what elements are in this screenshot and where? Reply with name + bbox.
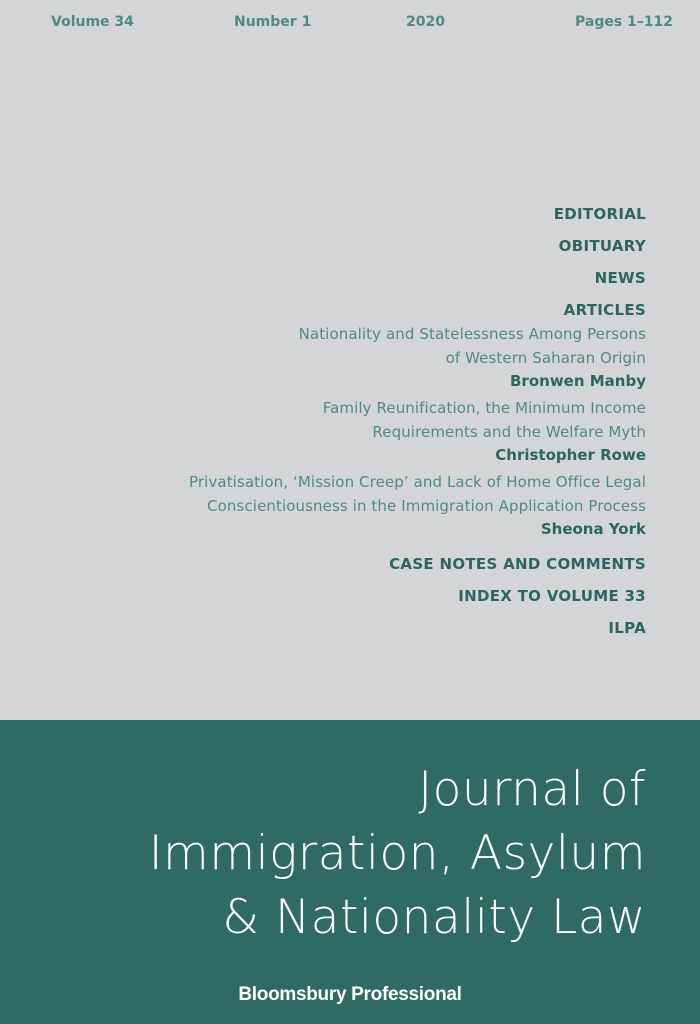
- article-title-line: of Western Saharan Origin: [445, 349, 646, 367]
- article-author: Sheona York: [540, 520, 646, 538]
- article-entry: [46, 470, 646, 540]
- issue-number-label: Number 1: [234, 14, 312, 30]
- section-obituary: OBITUARY: [558, 237, 646, 255]
- section-ilpa: ILPA: [608, 619, 646, 637]
- article-author: Bronwen Manby: [510, 372, 646, 390]
- journal-title-line: & Nationality Law: [222, 890, 646, 945]
- article-author: Christopher Rowe: [495, 446, 646, 464]
- volume-label: Volume 34: [51, 14, 134, 30]
- section-case-notes: CASE NOTES AND COMMENTS: [389, 555, 646, 573]
- pages-label: Pages 1–112: [575, 14, 674, 30]
- section-news: NEWS: [594, 269, 646, 287]
- article-title-line: Nationality and Statelessness Among Persons: [298, 325, 646, 343]
- journal-title: [26, 758, 646, 950]
- journal-title-line: Immigration, Asylum: [148, 826, 646, 881]
- article-title-line: Family Reunification, the Minimum Income: [322, 399, 646, 417]
- section-editorial: EDITORIAL: [553, 205, 646, 223]
- issue-info-bar: [0, 14, 700, 36]
- trailing-sections: [46, 548, 646, 644]
- article-entry: [46, 396, 646, 466]
- publisher-logo: Bloomsbury Professional: [238, 984, 462, 1005]
- section-articles: ARTICLES: [563, 301, 646, 319]
- article-title-line: Conscientiousness in the Immigration Application Process: [207, 497, 646, 515]
- article-title-line: Requirements and the Welfare Myth: [372, 423, 646, 441]
- article-title-line: Privatisation, ‘Mission Creep’ and Lack of Home Office Legal: [189, 473, 646, 491]
- journal-title-line: Journal of: [418, 762, 646, 817]
- title-panel: [0, 720, 700, 1024]
- article-entry: [46, 322, 646, 392]
- table-of-contents: [46, 198, 646, 644]
- year-label: 2020: [406, 14, 445, 30]
- section-index: INDEX TO VOLUME 33: [458, 587, 646, 605]
